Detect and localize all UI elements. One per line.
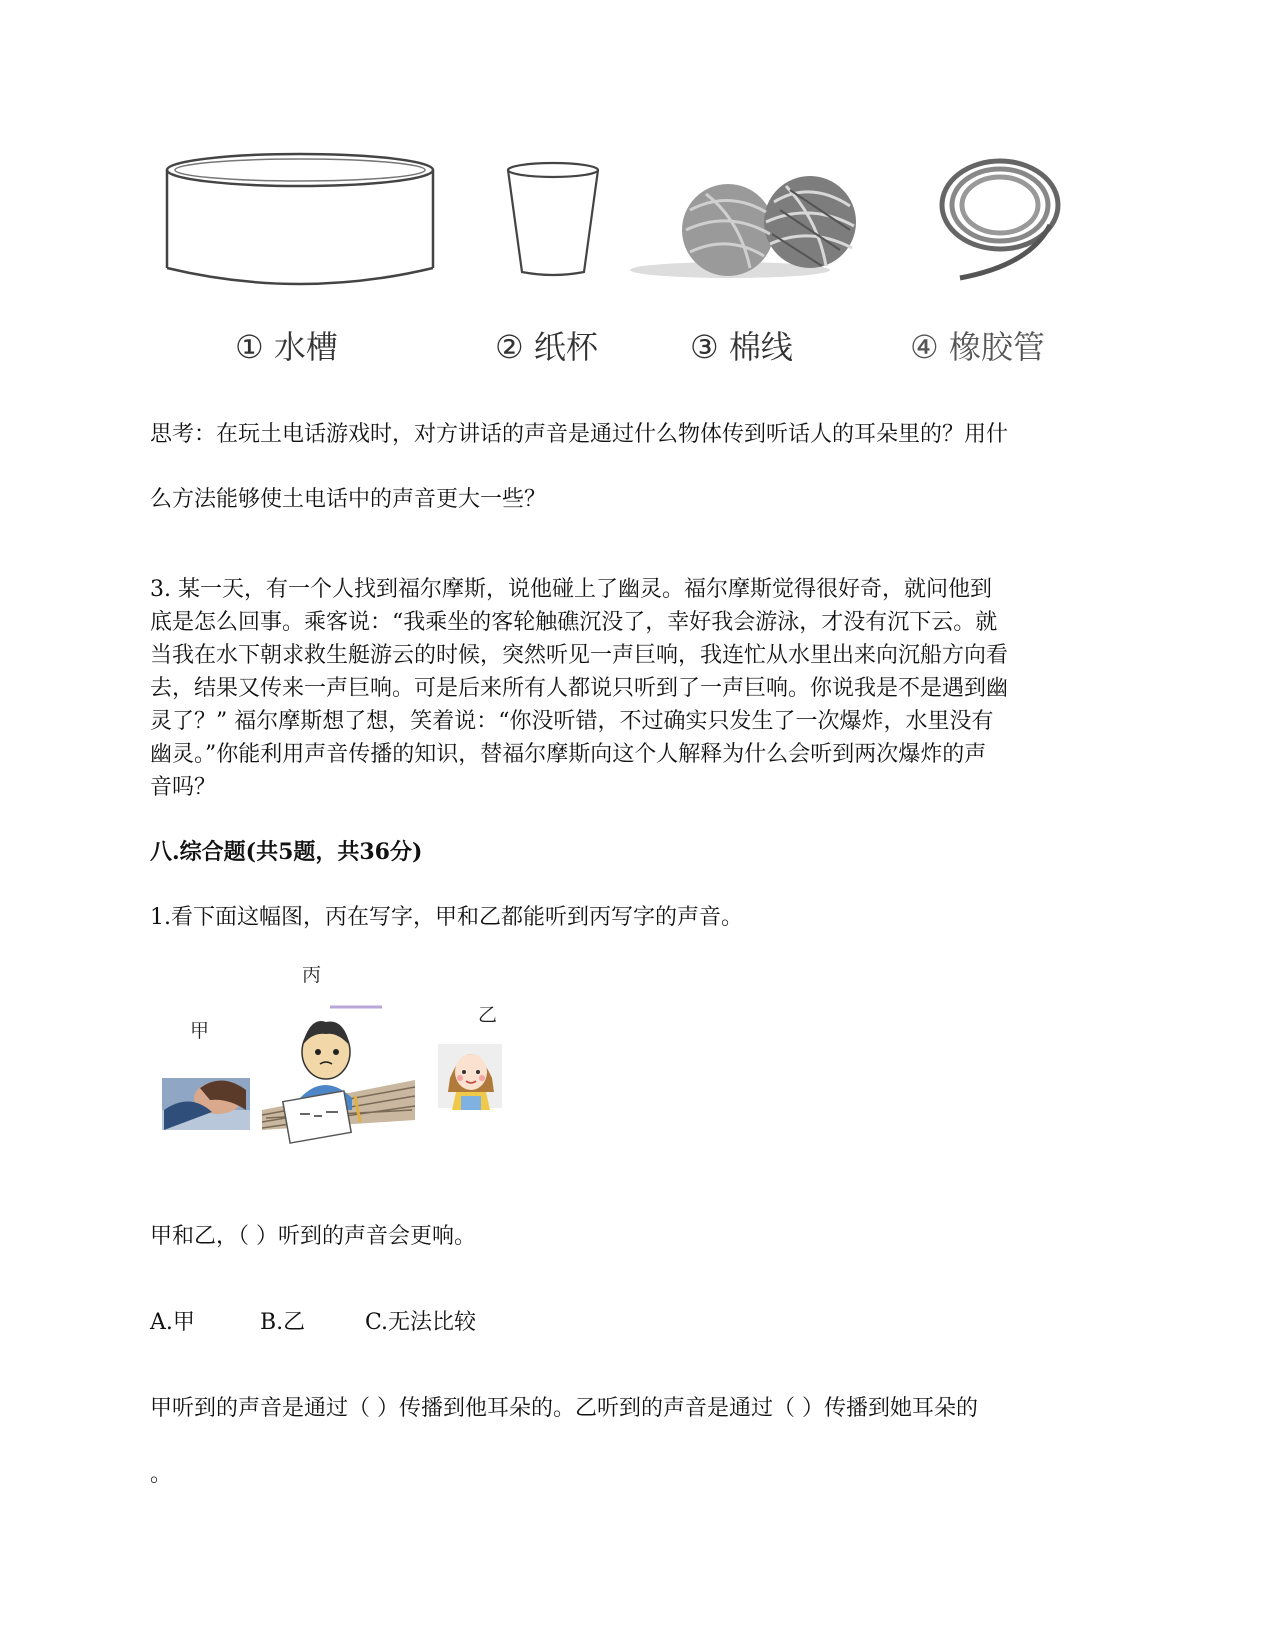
option-a: A.甲 bbox=[150, 1310, 195, 1335]
q3-line: 底是怎么回事。乘客说：“我乘坐的客轮触礁沉没了，幸好我会游泳，才没有沉下云。就 bbox=[150, 610, 998, 635]
q1-sub1: 甲和乙，（ ）听到的声音会更响。 bbox=[150, 1224, 476, 1249]
q3-line: 当我在水下朝求救生艇游云的时候，突然听见一声巨响，我连忙从水里出来向沉船方向看 bbox=[150, 643, 1009, 668]
writing-boy-icon bbox=[262, 1007, 415, 1143]
q1-intro: 1.看下面这幅图，丙在写字，甲和乙都能听到丙写字的声音。 bbox=[150, 905, 743, 930]
section-heading: 八.综合题(共5题，共36分) bbox=[150, 839, 423, 865]
q3-line: 灵了？” 福尔摩斯想了想，笑着说：“你没听错，不过确实只发生了一次爆炸，水里没有 bbox=[150, 709, 994, 734]
sleeping-boy-icon bbox=[162, 1078, 250, 1130]
q1-sub2-line-2: 。 bbox=[150, 1462, 173, 1487]
think-line-1: 思考：在玩土电话游戏时，对方讲话的声音是通过什么物体传到听话人的耳朵里的？用什 bbox=[150, 422, 1009, 447]
label-bing: 丙 bbox=[302, 964, 322, 986]
material-label-thread: ③ 棉线 bbox=[690, 328, 793, 366]
material-label-trough: ① 水槽 bbox=[235, 328, 338, 366]
cotton-thread-icon bbox=[630, 176, 856, 278]
think-line-2: 么方法能够使土电话中的声音更大一些？ bbox=[150, 487, 547, 512]
label-yi: 乙 bbox=[478, 1004, 498, 1026]
q3-line: 幽灵。”你能利用声音传播的知识，替福尔摩斯向这个人解释为什么会听到两次爆炸的声 bbox=[150, 742, 987, 767]
option-b: B.乙 bbox=[260, 1310, 306, 1335]
smiling-girl-icon bbox=[438, 1044, 502, 1110]
q3-line: 3. 某一天，有一个人找到福尔摩斯，说他碰上了幽灵。福尔摩斯觉得很好奇，就问他到 bbox=[150, 577, 992, 602]
material-label-cup: ② 纸杯 bbox=[495, 328, 598, 366]
q3-line: 音吗？ bbox=[150, 775, 217, 800]
materials-figure bbox=[150, 150, 1130, 370]
q3-line: 去，结果又传来一声巨响。可是后来所有人都说只听到了一声巨响。你说我是不是遇到幽 bbox=[150, 676, 1009, 701]
paper-cup-icon bbox=[508, 163, 598, 275]
material-label-tube: ④ 橡胶管 bbox=[910, 328, 1045, 366]
option-c: C.无法比较 bbox=[365, 1310, 477, 1335]
people-figure bbox=[150, 960, 550, 1150]
water-trough-icon bbox=[167, 154, 433, 284]
q1-sub2-line-1: 甲听到的声音是通过（ ）传播到他耳朵的。乙听到的声音是通过（ ）传播到她耳朵的 bbox=[150, 1396, 978, 1421]
rubber-tube-icon bbox=[942, 161, 1058, 278]
label-jia: 甲 bbox=[190, 1020, 210, 1042]
